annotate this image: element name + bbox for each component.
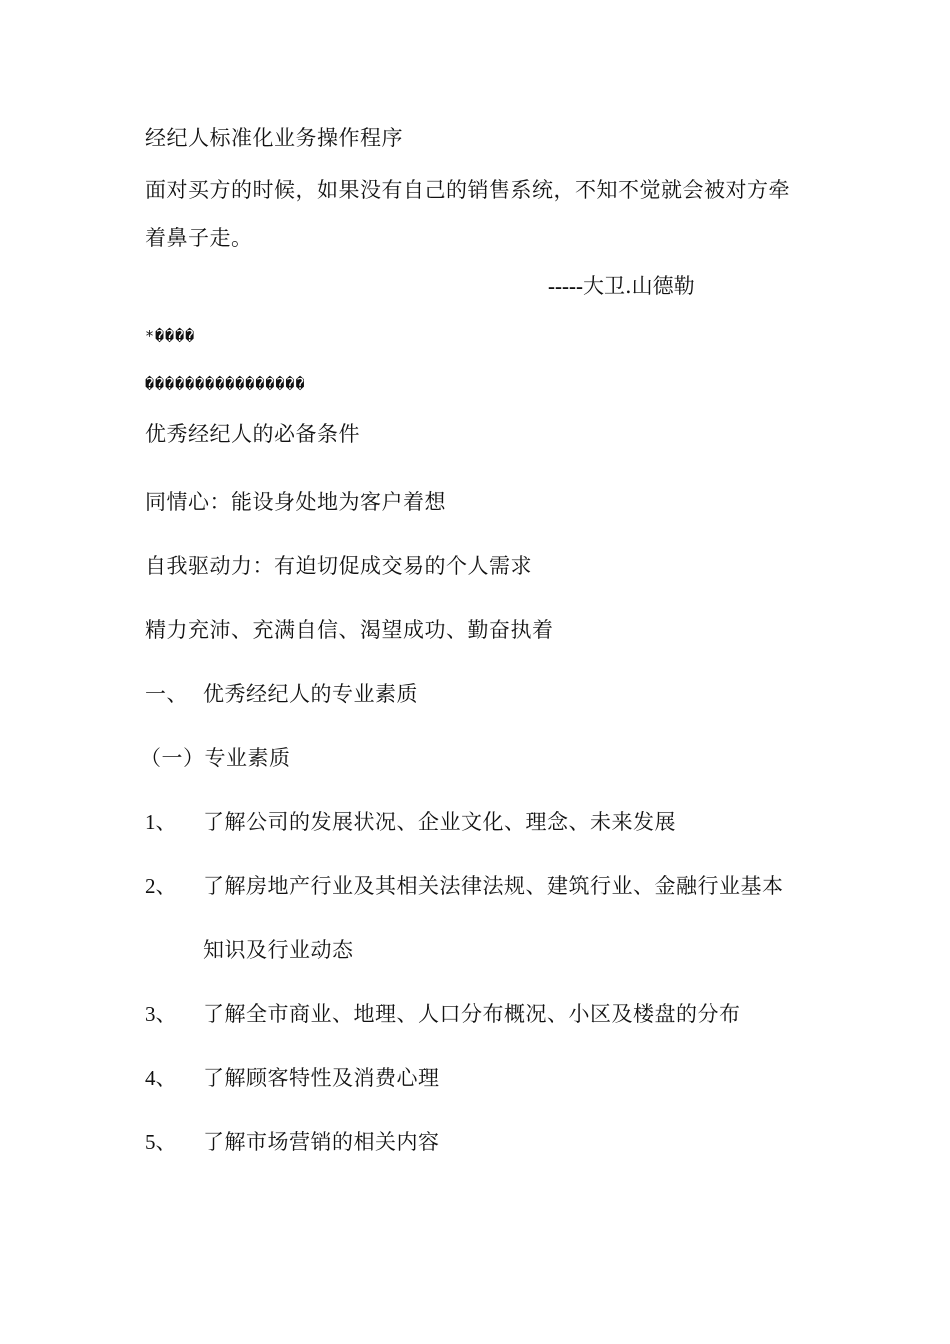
item-text: 了解房地产行业及其相关法律法规、建筑行业、金融行业基本 xyxy=(203,874,784,898)
item-text: 了解公司的发展状况、企业文化、理念、未来发展 xyxy=(203,810,676,834)
document-title: 经纪人标准化业务操作程序 xyxy=(145,126,403,150)
part-one-title: 优秀经纪人的专业素质 xyxy=(203,682,418,706)
item-text: 了解顾客特性及消费心理 xyxy=(203,1066,440,1090)
item-number: 3、 xyxy=(145,1002,177,1026)
subsection-title: （一）专业素质 xyxy=(140,746,291,770)
section-heading: 优秀经纪人的必备条件 xyxy=(145,422,360,446)
item-number: 5、 xyxy=(145,1130,177,1154)
quote-attribution xyxy=(548,272,695,300)
quote-dashes: ----- xyxy=(548,274,583,298)
part-one-number: 一、 xyxy=(145,682,188,706)
item-number: 1、 xyxy=(145,810,177,834)
item-number: 4、 xyxy=(145,1066,177,1090)
quote-author: 大卫.山德勒 xyxy=(582,274,695,298)
quote-line-2: 着鼻子走。 xyxy=(145,226,253,250)
quote-line-1: 面对买方的时候，如果没有自己的销售系统，不知不觉就会被对方牵 xyxy=(145,178,790,202)
item-number: 2、 xyxy=(145,874,177,898)
garbled-line-1: *���� xyxy=(145,327,196,345)
item-text: 了解全市商业、地理、人口分布概况、小区及楼盘的分布 xyxy=(203,1002,741,1026)
item-text: 了解市场营销的相关内容 xyxy=(203,1130,440,1154)
condition-3: 精力充沛、充满自信、渴望成功、勤奋执着 xyxy=(145,618,554,642)
item-text-continuation: 知识及行业动态 xyxy=(203,938,354,962)
condition-1: 同情心：能设身处地为客户着想 xyxy=(145,490,446,514)
garbled-line-2: ���������������� xyxy=(145,375,306,393)
condition-2: 自我驱动力：有迫切促成交易的个人需求 xyxy=(145,554,532,578)
